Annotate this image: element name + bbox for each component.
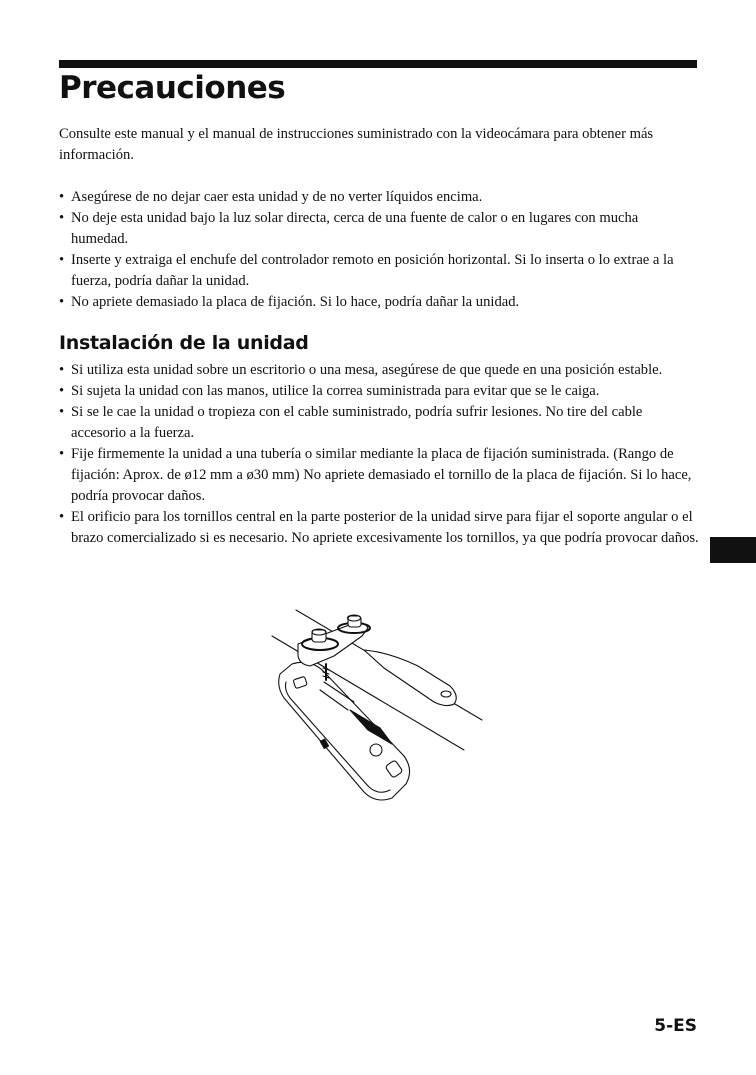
list-item: • No deje esta unidad bajo la luz solar directa, cerca de una fuente de calor o en lugares con mucha humedad. [59,208,699,250]
remote-controller-illustration [279,662,410,800]
list-item: • Si sujeta la unidad con las manos, utilice la correa suministrada para evitar que se le caiga. [59,381,699,402]
installation-list [59,360,699,549]
list-item: • Fije firmemente la unidad a una tubería o similar mediante la placa de fijación suministrada. (Rango de fijación: Aprox. de ø12 mm a ø30 mm) No apriete demasiado el tornillo de la placa de fijación. Si lo hace, podría provocar daños. [59,444,699,507]
list-item: • No apriete demasiado la placa de fijación. Si lo hace, podría dañar la unidad. [59,292,699,313]
section-heading: Instalación de la unidad [59,332,309,354]
intro-paragraph: Consulte este manual y el manual de instrucciones suministrado con la videocámara para obtener más información. [59,126,654,163]
section-tab-marker [710,537,756,563]
list-item: • Si utiliza esta unidad sobre un escritorio o una mesa, asegúrese de que quede en una posición estable. [59,360,699,381]
bracket-illustration [364,650,456,706]
precautions-list [59,187,699,313]
top-rule [59,60,697,68]
mounting-illustration [268,606,490,816]
page-title: Precauciones [59,70,286,106]
list-item: • Asegúrese de no dejar caer esta unidad y de no verter líquidos encima. [59,187,699,208]
list-item: • El orificio para los tornillos central en la parte posterior de la unidad sirve para fijar el soporte angular o el brazo comercializado si es necesario. No apriete excesivamente los tornillos, ya que podría provocar daños. [59,507,699,549]
list-item: • Si se le cae la unidad o tropieza con el cable suministrado, podría sufrir lesiones. No tire del cable accesorio a la fuerza. [59,402,699,444]
list-item: • Inserte y extraiga el enchufe del controlador remoto en posición horizontal. Si lo inserta o lo extrae a la fuerza, podría dañar la unidad. [59,250,699,292]
page-number: 5-ES [654,1016,697,1036]
